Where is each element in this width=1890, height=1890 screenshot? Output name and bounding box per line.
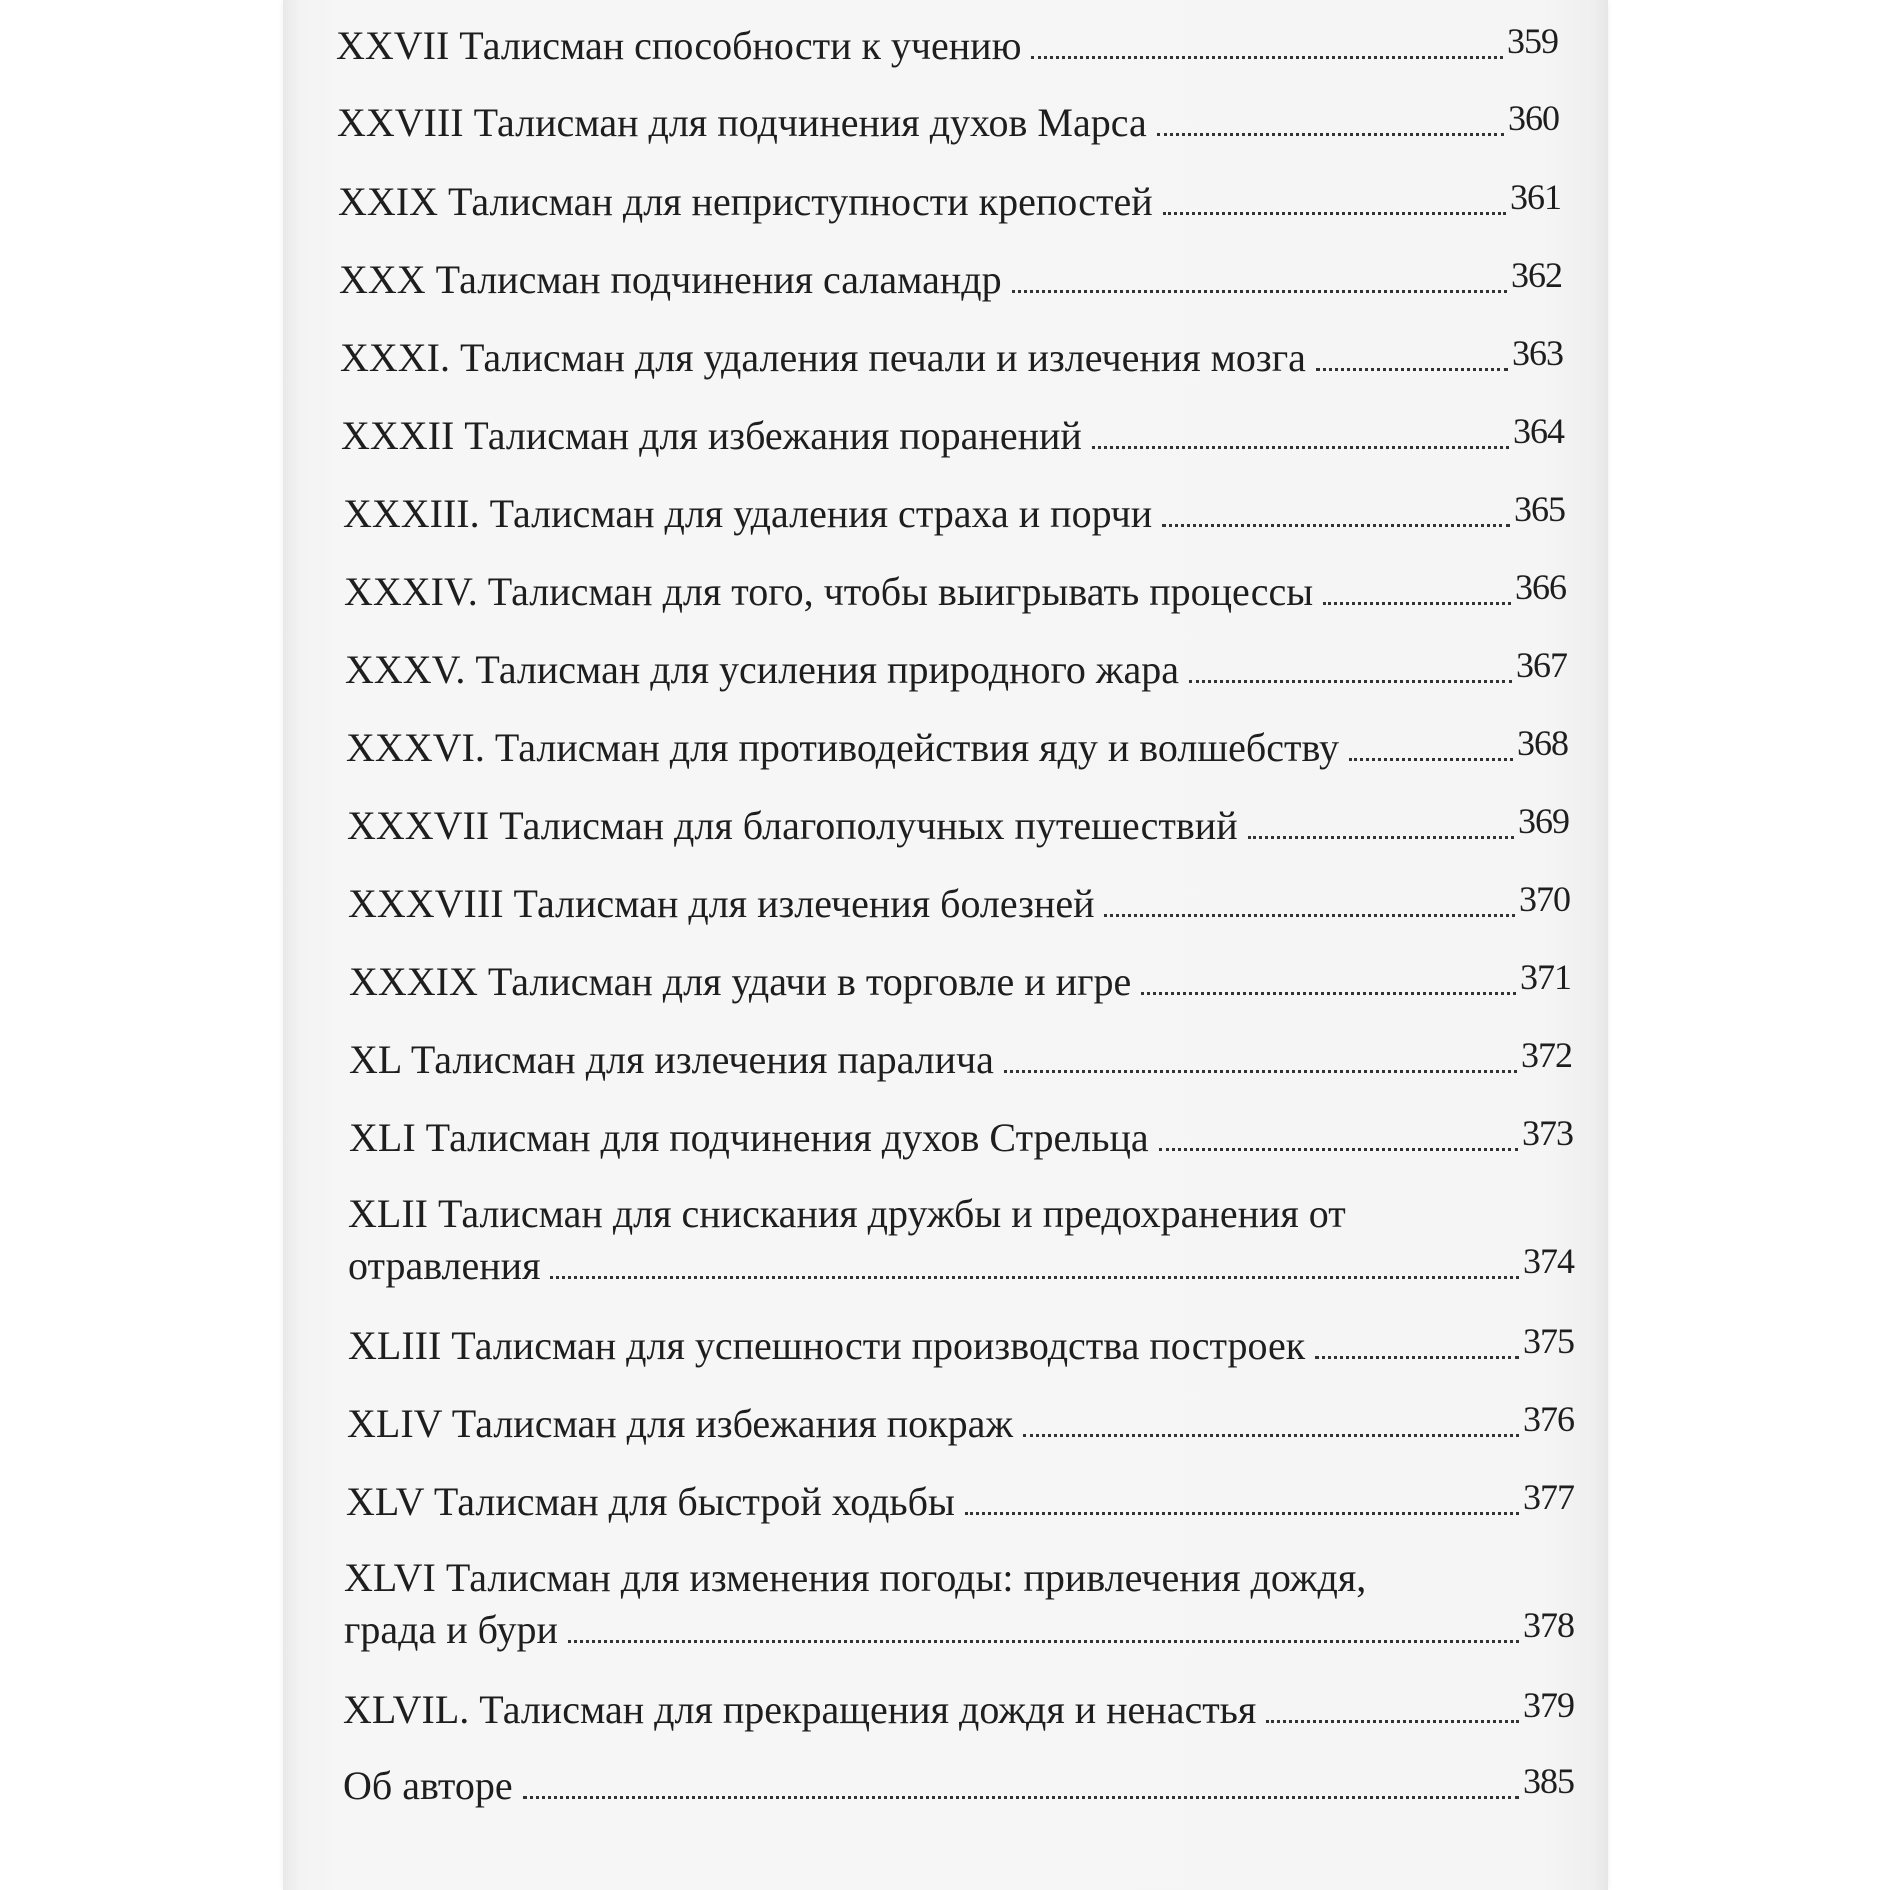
toc-page-number: 368 [1517,723,1568,763]
leader-dots [1012,290,1507,293]
toc-entry [340,334,1563,383]
toc-entry-title: XXXIX Талисман для удачи в торговле и игре [349,959,1132,1004]
leader-dots [1141,992,1516,995]
toc-page-number: 379 [1523,1685,1574,1725]
toc-entry [344,1552,1574,1657]
toc-entry-title: XXVII Талисман способности к учению [336,23,1022,68]
toc-entry [348,880,1570,929]
toc-page-number: 374 [1523,1241,1574,1281]
toc-entry [343,490,1565,539]
toc-entry [341,412,1564,461]
toc-entry-title: XLVIL. Талисман для прекращения дождя и ненастья [343,1687,1257,1732]
leader-dots [1157,133,1504,136]
toc-entry [347,802,1569,851]
toc-entry-title: XLIV Талисман для избежания покраж [347,1401,1013,1446]
leader-dots [1266,1720,1519,1723]
toc-entry-title: Об авторе [343,1763,513,1808]
toc-entry-title: XLV Талисман для быстрой ходьбы [346,1479,955,1524]
toc-entry [348,1322,1574,1371]
leader-dots [523,1796,1519,1799]
toc-page-number: 361 [1510,177,1561,217]
toc-entry-title: XXXIII. Талисман для удаления страха и порчи [343,491,1153,536]
toc-entry-title: XXIX Талисман для неприступности крепостей [338,179,1153,224]
toc-entry-line2 [344,1604,1574,1657]
leader-dots [1092,446,1509,449]
toc-entry-title: XXX Талисман подчинения саламандр [339,257,1002,302]
toc-page-number: 373 [1522,1113,1573,1153]
toc-page-number: 364 [1513,411,1564,451]
toc-page-number: 377 [1523,1477,1574,1517]
toc-entry [346,724,1568,773]
toc-entry [346,1478,1574,1527]
toc-entry [349,958,1571,1007]
toc-page-number: 385 [1523,1761,1574,1801]
leader-dots [1104,914,1515,917]
leader-dots [1023,1434,1519,1437]
toc-entry-title: XLIII Талисман для успешности производства построек [348,1323,1306,1368]
leader-dots [1316,368,1508,371]
toc-page-number: 369 [1518,801,1569,841]
toc-entry [349,1036,1572,1085]
toc-page-number: 360 [1508,98,1559,138]
leader-dots [965,1512,1519,1515]
toc-entry [347,1400,1574,1449]
toc-entry [337,99,1559,148]
leader-dots [568,1640,1519,1643]
toc-entry-title: XXXI. Талисман для удаления печали и излечения мозга [340,335,1306,380]
leader-dots [1323,602,1511,605]
toc-entry-title: XXXII Талисман для избежания поранений [341,413,1082,458]
toc-entry [339,256,1562,305]
toc-page-number: 375 [1523,1321,1574,1361]
toc-entry [338,178,1561,227]
leader-dots [1349,758,1513,761]
toc-entry-title-cont: отравления [348,1243,541,1288]
toc-entry-title: XXXVIII Талисман для излечения болезней [348,881,1095,926]
leader-dots [1248,836,1514,839]
toc-entry-title: XLI Талисман для подчинения духов Стрельца [349,1115,1149,1160]
toc-entry-title: XLII Талисман для снискания дружбы и предохранения от [348,1191,1346,1236]
toc-entry [345,646,1567,695]
leader-dots [1159,1148,1518,1151]
toc-entry [349,1114,1573,1163]
toc-page-number: 376 [1523,1399,1574,1439]
toc-entry-title: XXXVI. Талисман для противодействия яду и волшебству [346,725,1339,770]
leader-dots [1162,524,1510,527]
toc-entry-title-cont: града и бури [344,1607,558,1652]
toc-page-number: 363 [1512,333,1563,373]
toc-entry [343,1762,1574,1811]
leader-dots [1163,212,1506,215]
toc-page-number: 365 [1514,489,1565,529]
toc-entry [348,1188,1574,1293]
toc-entry [344,568,1566,617]
toc-page-number: 367 [1516,645,1567,685]
toc-page-number: 366 [1515,567,1566,607]
toc-entry [336,22,1558,71]
leader-dots [1189,680,1512,683]
leader-dots [1031,56,1503,59]
toc-entry-title: XXVIII Талисман для подчинения духов Марса [337,100,1147,145]
toc-entry-title: XXXIV. Талисман для того, чтобы выигрывать процессы [344,569,1314,614]
toc-page-number: 370 [1519,879,1570,919]
leader-dots [1315,1356,1519,1359]
toc-page-number: 372 [1521,1035,1572,1075]
toc-entry-title: XXXV. Талисман для усиления природного жара [345,647,1180,692]
toc-entry [343,1686,1574,1735]
toc-page-number: 378 [1523,1605,1574,1645]
toc-page-number: 362 [1511,255,1562,295]
toc-entry-line2 [348,1240,1574,1293]
toc-page-number: 359 [1507,21,1558,61]
toc-entry-title: XL Талисман для излечения паралича [349,1037,994,1082]
leader-dots [1004,1070,1517,1073]
leader-dots [550,1276,1519,1279]
toc-page-number: 371 [1520,957,1571,997]
toc-entry-title: XLVI Талисман для изменения погоды: привлечения дождя, [344,1555,1367,1600]
toc-entry-title: XXXVII Талисман для благополучных путешествий [347,803,1238,848]
